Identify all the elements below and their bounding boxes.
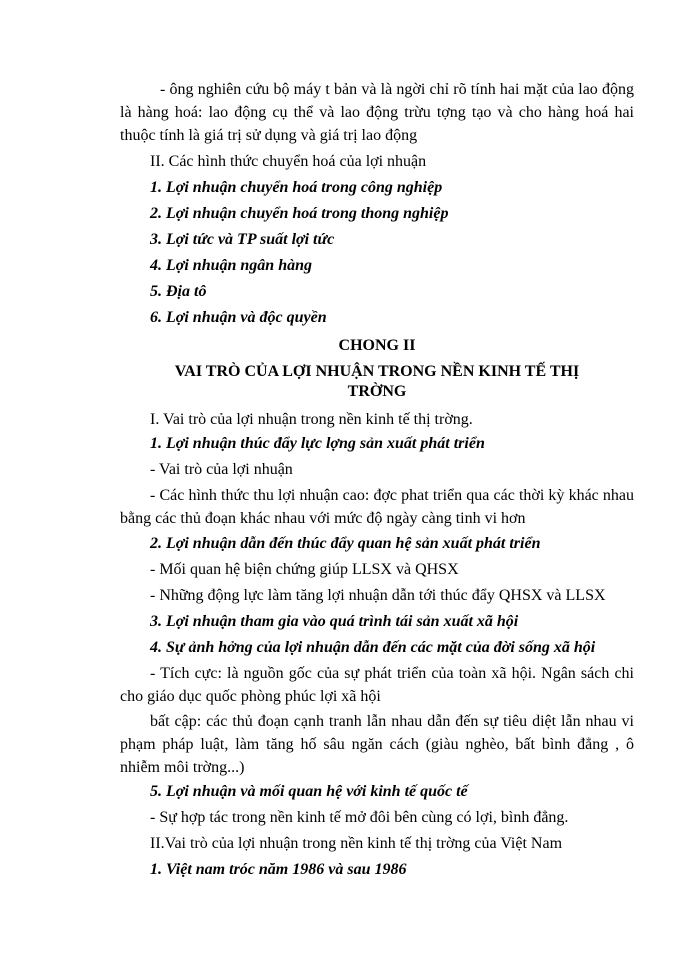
chapter-title: VAI TRÒ CỦA LỢI NHUẬN TRONG NỀN KINH TẾ THỊ TRỜNG (174, 363, 580, 400)
chapter-number: CHONG II (338, 337, 416, 354)
paragraph-positive: - Tích cực: là nguồn gốc của sự phát triển của toàn xã hội. Ngân sách chi cho giáo dục quốc phòng phúc lợi xã hội (120, 665, 634, 705)
subheading-bank-profit: 4. Lợi nhuận ngân hàng (150, 257, 312, 274)
subheading-social-influence: 4. Sự ảnh hởng của lợi nhuận dẫn đến các mặt của đời sống xã hội (150, 639, 596, 656)
subheading-vietnam-1986: 1. Việt nam tróc năm 1986 và sau 1986 (150, 861, 407, 878)
bullet-motivation: - Những động lực làm tăng lợi nhuận dẫn tới thúc đẩy QHSX và LLSX (150, 587, 606, 604)
section-heading-role: I. Vai trò của lợi nhuận trong nền kinh tế thị trờng. (150, 411, 473, 428)
subheading-production-relations: 2. Lợi nhuận dẫn đến thúc đẩy quan hệ sản xuất phát triển (150, 535, 541, 552)
bullet-dialectic-relation: - Mối quan hệ biện chứng giúp LLSX và QHSX (150, 561, 459, 578)
section-heading-profit-forms: II. Các hình thức chuyển hoá của lợi nhuận (150, 153, 427, 170)
bullet-role-of-profit: - Vai trò của lợi nhuận (150, 461, 293, 478)
subheading-rent: 5. Địa tô (150, 283, 207, 300)
section-heading-vietnam: II.Vai trò của lợi nhuận trong nền kinh tế thị trờng của Việt Nam (150, 835, 563, 852)
subheading-commerce-profit: 2. Lợi nhuận chuyển hoá trong thong nghiệp (150, 205, 449, 222)
subheading-monopoly-profit: 6. Lợi nhuận và độc quyền (150, 309, 327, 326)
subheading-international: 5. Lợi nhuận và mối quan hệ với kinh tế quốc tế (150, 783, 468, 800)
bullet-cooperation: - Sự hợp tác trong nền kinh tế mở đôi bên cùng có lợi, bình đẳng. (150, 809, 569, 826)
subheading-interest: 3. Lợi tức và TP suất lợi tức (150, 231, 335, 248)
paragraph-drawbacks: bất cập: các thủ đoạn cạnh tranh lẫn nhau dẫn đến sự tiêu diệt lẫn nhau vi phạm pháp luật, làm tăng hố sâu ngăn cách (giàu nghèo, bất bình đẳng , ô nhiễm môi trờng...) (120, 713, 634, 776)
subheading-industry-profit: 1. Lợi nhuận chuyển hoá trong công nghiệp (150, 179, 443, 196)
subheading-productive-forces: 1. Lợi nhuận thúc đẩy lực lợng sản xuất phát triển (150, 435, 485, 452)
paragraph-marx-capital: - ông nghiên cứu bộ máy t bản và là ngời chỉ rõ tính hai mặt của lao động là hàng hoá: lao động cụ thể và lao động trừu tợng tạo và cho hàng hoá hai thuộc tính là giá trị sử dụng và giá trị lao động (120, 81, 634, 144)
subheading-reproduction: 3. Lợi nhuận tham gia vào quá trình tái sản xuất xã hội (150, 613, 519, 630)
paragraph-high-profit-forms: - Các hình thức thu lợi nhuận cao: đợc phat triển qua các thời kỳ khác nhau bằng các thủ đoạn khác nhau với mức độ ngày càng tinh vi hơn (120, 487, 634, 527)
